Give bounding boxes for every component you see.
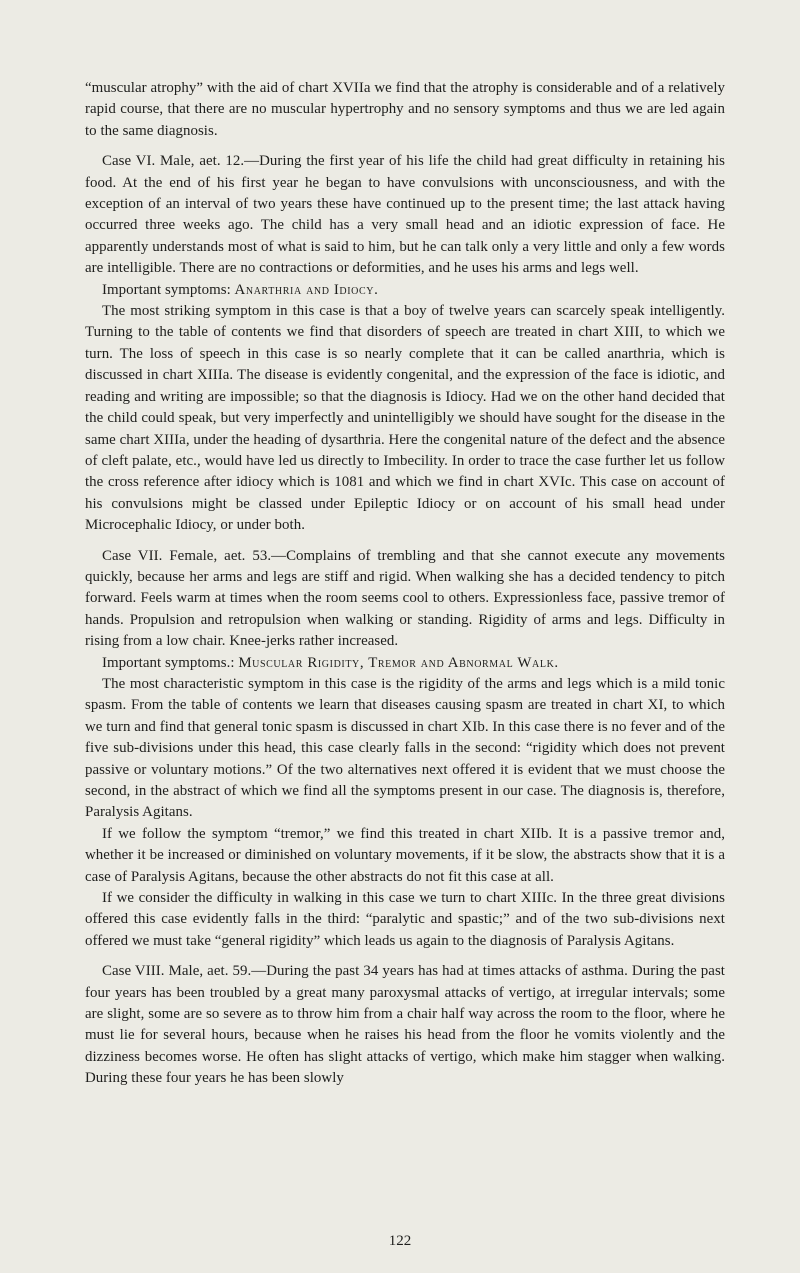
important-symptoms-label: Important symptoms.:	[102, 654, 235, 671]
paragraph-case-vi-discussion: The most striking symptom in this case is that a boy of twelve years can scarcely speak intelligently. Turning to the table of contents we find that disorders of speech are treated in chart XIII, to which we turn. The loss of speech in this case is so nearly complete that it can be called anarthria, which is discussed in chart XIIIa. The disease is evidently congenital, and the expression of the face is idiotic, and reading and writing are impossible; so that the diagnosis is Idiocy. Had we on the other hand decided that the child could speak, but very imperfectly and unintelligibly we should have sought for the disease in the same chart XIIIa, under the heading of dysarthria. Here the congenital nature of the defect and the absence of cleft palate, etc., would have led us directly to Imbecility. In order to trace the case further let us follow the cross reference after idiocy which is 1081 and which we find in chart XVIc. This case on account of his convulsions might be classed under Epileptic Idiocy or on account of his small head under Microcephalic Idiocy, or under both.	[85, 303, 725, 534]
important-symptoms-case-vii	[85, 653, 725, 674]
paragraph-case-vii-tremor: If we follow the symptom “tremor,” we find this treated in chart XIIb. It is a passive tremor and, whether it be increased or diminished on voluntary movements, if it be slow, the abstracts show that it is a case of Paralysis Agitans, because the other abstracts do not fit this case at all.	[85, 825, 725, 885]
paragraph-case-viii: Case VIII. Male, aet. 59.—During the past 34 years has had at times attacks of asthma. During the past four years has been troubled by a great many paroxysmal attacks of vertigo, at irregular intervals; some are slight, some are so severe as to throw him from a chair half way across the room to the floor, where he must lie for several hours, because when he raises his head from the floor he vomits violently and the dizziness becomes worse. He often has slight attacks of vertigo, which make him stagger when walking. During these four years he has been slowly	[85, 963, 725, 1087]
important-symptoms-case-vi	[85, 280, 725, 301]
paragraph-case-vii-rigidity: The most characteristic symptom in this case is the rigidity of the arms and legs which is a mild tonic spasm. From the table of contents we learn that diseases causing spasm are treated in chart XI, to which we turn and find that general tonic spasm is discussed in chart XIb. In this case there is no fever and of the five sub-divisions under this head, this case clearly falls in the second: “rigidity which does not prevent passive or voluntary motions.” Of the two alternatives next offered it is evident that we must choose the second, in the abstract of which we find all the symptoms present in our case. The diagnosis is, therefore, Paralysis Agitans.	[85, 675, 725, 821]
paragraph-case-vii-walking: If we consider the difficulty in walking in this case we turn to chart XIIIc. In the three great divisions offered this case evidently falls in the third: “paralytic and spastic;” and of the two sub-divisions next offered we must take “general rigidity” which leads us again to the diagnosis of Paralysis Agitans.	[85, 890, 725, 949]
important-symptoms-label: Important symptoms:	[102, 281, 231, 298]
important-symptoms-list: Muscular Rigidity, Tremor and Abnormal Walk.	[238, 654, 559, 671]
page-number: 122	[388, 1233, 412, 1249]
paragraph-case-vii: Case VII. Female, aet. 53.—Complains of trembling and that she cannot execute any movements quickly, because her arms and legs are stiff and rigid. When walking she has a decided tendency to pitch forward. Feels warm at times when the room seems cool to others. Expressionless face, passive tremor of hands. Propulsion and retropulsion when walking or standing. Rigidity of arms and legs. Difficulty in rising from a low chair. Knee-jerks rather increased.	[85, 547, 725, 650]
paragraph-case-vi: Case VI. Male, aet. 12.—During the first year of his life the child had great difficulty in retaining his food. At the end of his first year he began to have convulsions with unconsciousness, and with the exception of an interval of two years these have continued up to the present time; the last attack having occurred three weeks ago. The child has a very small head and an idiotic expression of face. He apparently understands most of what is said to him, but he can talk only a very little and only a few words are intelligible. There are no contractions or deformities, and he uses his arms and legs well.	[85, 153, 725, 277]
paragraph-muscular-atrophy: “muscular atrophy” with the aid of chart XVIIa we find that the atrophy is considerable and of a relatively rapid course, that there are no muscular hypertrophy and no sensory symptoms and thus we are led again to the same diagnosis.	[85, 80, 725, 139]
important-symptoms-list: Anarthria and Idiocy.	[234, 281, 379, 298]
book-page-text	[85, 78, 725, 1090]
